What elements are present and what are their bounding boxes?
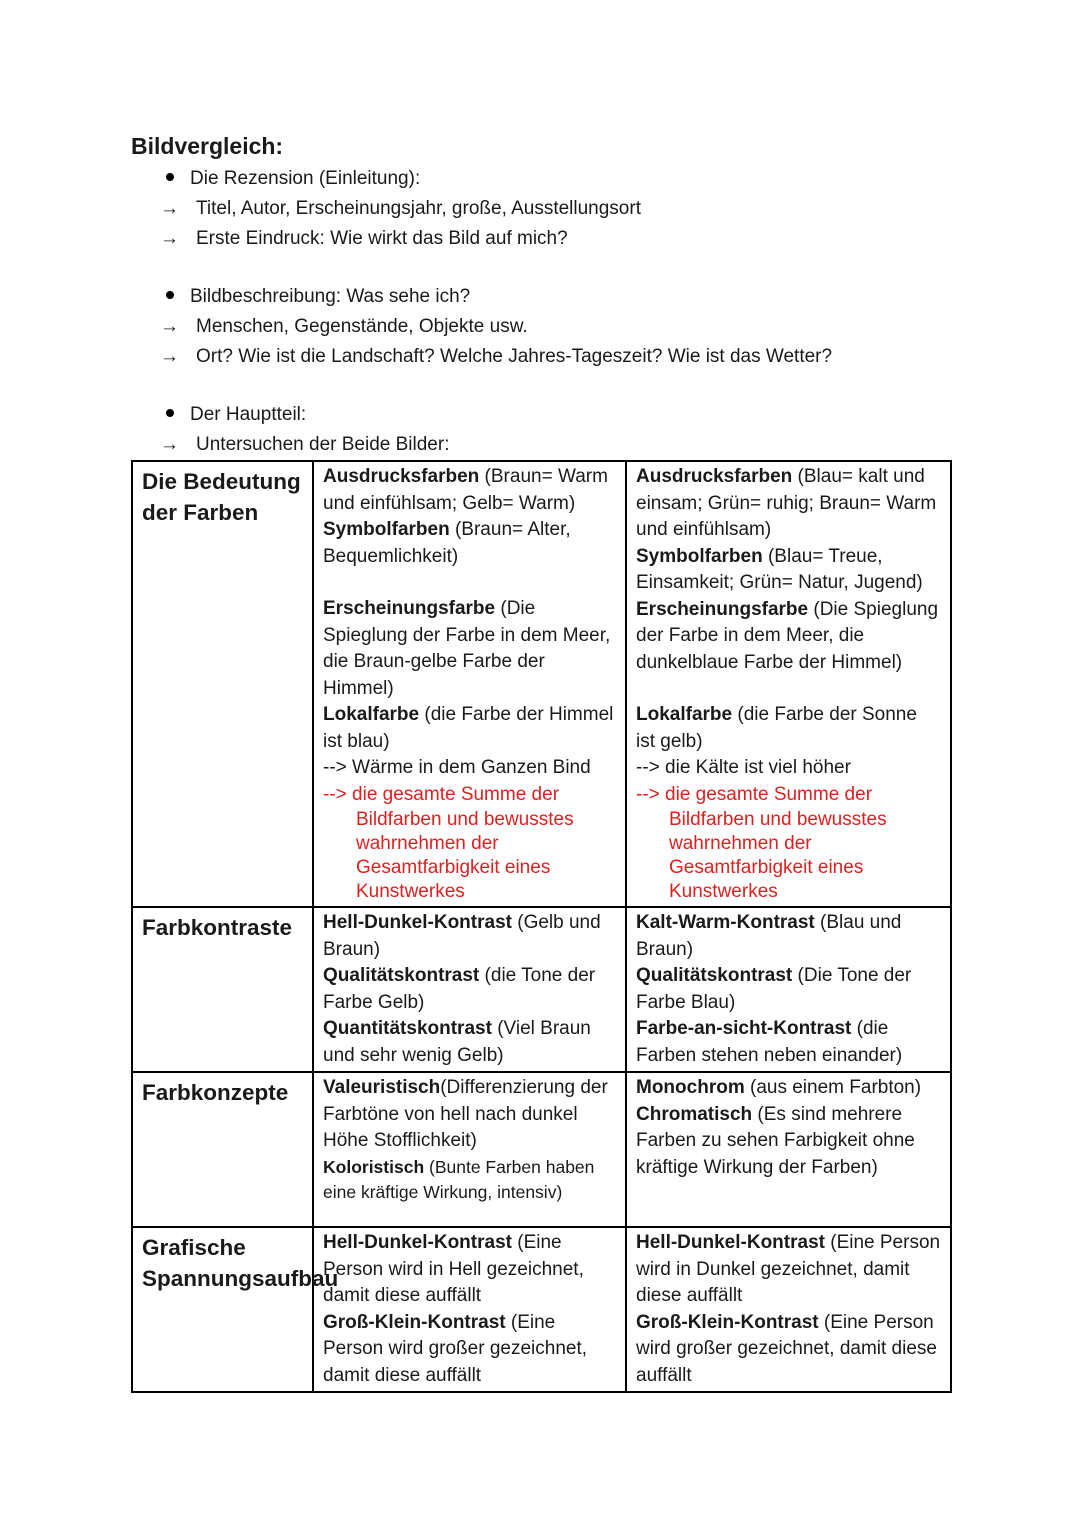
comparison-table [131, 460, 952, 1393]
cell-right: Ausdrucksfarben (Blau= kalt und einsam; Grün= ruhig; Braun= Warm und einfühlsam) Symbolfarben (Blau= Treue, Einsamkeit; Grün= Natur, Jugend) Erscheinungsfarbe (Die Spieglung der Farbe in dem Meer, die dunkelblaue Farbe der Himmel) Lokalfarbe (die Farbe der Sonne ist gelb) --> die Kälte ist viel höher --> die gesamte Summe der Bildfarben und bewusstes wahrnehmen der Gesamtfarbigkeit eines Kunstwerkes [626, 461, 951, 907]
arrow-right-icon: → [160, 434, 179, 455]
table-row-kontraste [132, 907, 951, 1072]
arrow-item: → Menschen, Gegenstände, Objekte usw. [160, 316, 528, 337]
arrow-right-icon: → [160, 316, 179, 337]
row-heading: Grafische Spannungsaufbau [132, 1227, 313, 1392]
arrow-item: → Untersuchen der Beide Bilder: [160, 434, 450, 455]
cell-right: Hell-Dunkel-Kontrast (Eine Person wird in Dunkel gezeichnet, damit diese auffällt Groß-Klein-Kontrast (Eine Person wird großer gezeichnet, damit diese auffällt [626, 1227, 951, 1392]
row-heading: Die Bedeutung der Farben [132, 461, 313, 907]
page-title: Bildvergleich: [131, 133, 284, 159]
cell-right: Kalt-Warm-Kontrast (Blau und Braun) Qualitätskontrast (Die Tone der Farbe Blau) Farbe-an-sicht-Kontrast (die Farben stehen neben einander) [626, 907, 951, 1072]
bullet-hauptteil: Der Hauptteil: [160, 404, 306, 426]
row-heading: Farbkontraste [132, 907, 313, 1072]
bullet-rezension: Die Rezension (Einleitung): [160, 168, 420, 190]
cell-left: Ausdrucksfarben (Braun= Warm und einfühlsam; Gelb= Warm) Symbolfarben (Braun= Alter, Bequemlichkeit) Erscheinungsfarbe (Die Spieglung der Farbe in dem Meer, die Braun-gelbe Farbe der Himmel) Lokalfarbe (die Farbe der Himmel ist blau) --> Wärme in dem Ganzen Bind --> die gesamte Summe der Bildfarben und bewusstes wahrnehmen der Gesamtfarbigkeit eines Kunstwerkes [313, 461, 626, 907]
cell-right: Monochrom (aus einem Farbton) Chromatisch (Es sind mehrere Farben zu sehen Farbigkeit ohne kräftige Wirkung der Farben) [626, 1072, 951, 1227]
table-row-farben [132, 461, 951, 907]
arrow-right-icon: → [160, 346, 179, 367]
red-note: --> die gesamte Summe der Bildfarben und bewusstes wahrnehmen der Gesamtfarbigkeit eines Kunstwerkes [323, 783, 574, 902]
bullet-beschreibung: Bildbeschreibung: Was sehe ich? [160, 286, 470, 308]
cell-left: Hell-Dunkel-Kontrast (Gelb und Braun) Qualitätskontrast (die Tone der Farbe Gelb) Quantitätskontrast (Viel Braun und sehr wenig Gelb) [313, 907, 626, 1072]
red-note: --> die gesamte Summe der Bildfarben und bewusstes wahrnehmen der Gesamtfarbigkeit eines Kunstwerkes [636, 783, 887, 902]
arrow-item: → Erste Eindruck: Wie wirkt das Bild auf mich? [160, 228, 568, 249]
arrow-right-icon: → [160, 228, 179, 249]
table-row-konzepte [132, 1072, 951, 1227]
arrow-item: → Titel, Autor, Erscheinungsjahr, große, Ausstellungsort [160, 198, 641, 219]
table-row-spannung [132, 1227, 951, 1392]
bullet-icon [166, 291, 174, 299]
bullet-icon [166, 173, 174, 181]
cell-left: Hell-Dunkel-Kontrast (Eine Person wird in Hell gezeichnet, damit diese auffällt Groß-Klein-Kontrast (Eine Person wird großer gezeichnet, damit diese auffällt [313, 1227, 626, 1392]
bullet-icon [166, 409, 174, 417]
cell-left: Valeuristisch(Differenzierung der Farbtöne von hell nach dunkel Höhe Stofflichkeit) Koloristisch (Bunte Farben haben eine kräftige Wirkung, intensiv) [313, 1072, 626, 1227]
row-heading: Farbkonzepte [132, 1072, 313, 1227]
arrow-item: → Ort? Wie ist die Landschaft? Welche Jahres-Tageszeit? Wie ist das Wetter? [160, 346, 833, 367]
arrow-right-icon: → [160, 198, 179, 219]
